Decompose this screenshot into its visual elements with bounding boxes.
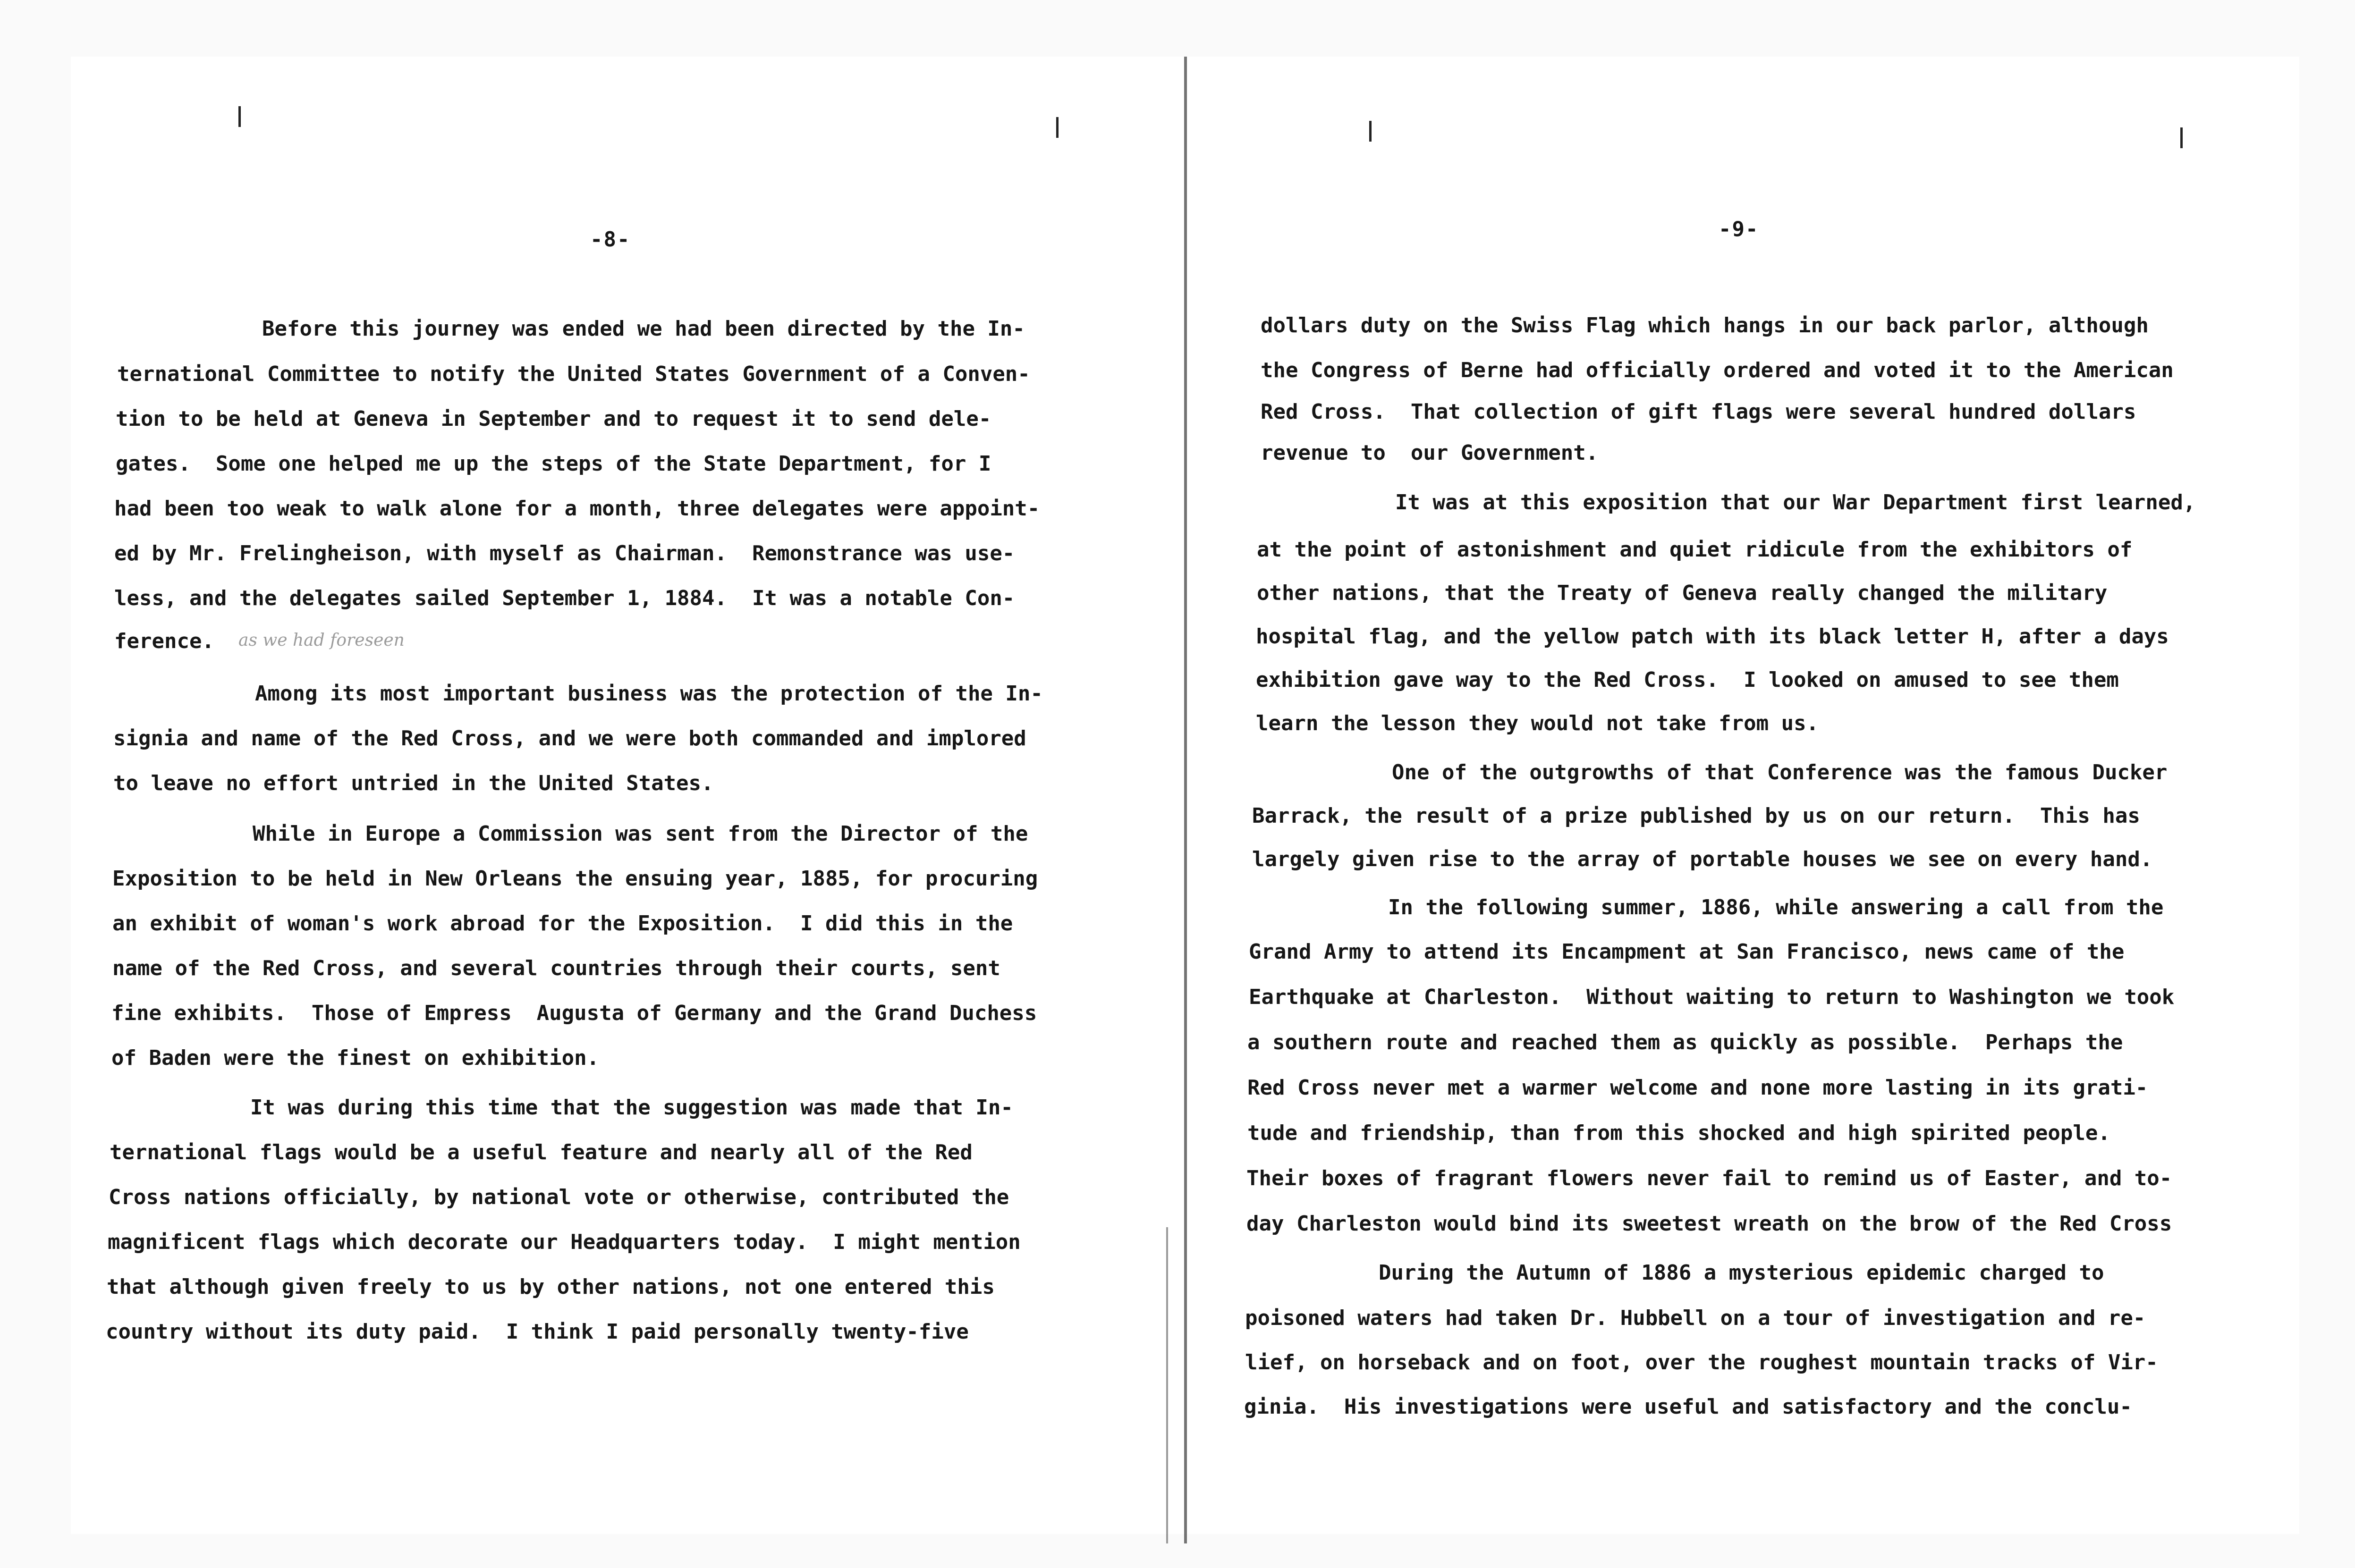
text-line: One of the outgrowths of that Conference was the famous Ducker [1392,760,2168,784]
text-line: Red Cross never met a warmer welcome and none more lasting in its grati- [1247,1076,2148,1100]
text-line: learn the lesson they would not take from us. [1256,711,1819,735]
text-line: less, and the delegates sailed September 1, 1884. It was a notable Con- [114,586,1015,610]
text-line: exhibition gave way to the Red Cross. I looked on amused to see them [1256,668,2119,692]
text-line: Their boxes of fragrant flowers never fail to remind us of Easter, and to- [1246,1166,2172,1190]
text-line: revenue to our Government. [1261,441,1599,465]
text-line: signia and name of the Red Cross, and we were both commanded and implored [113,726,1026,750]
text-line: had been too weak to walk alone for a month, three delegates were appoint- [114,497,1040,521]
text-line: It was at this exposition that our War Department first learned, [1395,490,2196,514]
text-line: other nations, that the Treaty of Geneva really changed the military [1257,581,2108,605]
text-line: ternational Committee to notify the United States Government of a Conven- [117,362,1030,386]
text-line: name of the Red Cross, and several countries through their courts, sent [112,956,1000,980]
text-line: ference. [114,629,214,653]
text-line: of Baden were the finest on exhibition. [111,1046,600,1070]
text-line: Cross nations officially, by national vote or otherwise, contributed the [109,1185,1009,1209]
text-line: hospital flag, and the yellow patch with its black letter H, after a days [1256,624,2169,649]
text-line: gates. Some one helped me up the steps of the State Department, for I [116,452,991,476]
text-line: It was during this time that the suggestion was made that In- [250,1096,1013,1120]
text-line: Barrack, the result of a prize published by us on our return. This has [1252,804,2140,828]
text-line: at the point of astonishment and quiet ridicule from the exhibitors of [1257,538,2133,562]
registration-mark [2180,127,2183,148]
text-line: ternational flags would be a useful feature and nearly all of the Red [110,1140,973,1164]
text-line: lief, on horseback and on foot, over the roughest mountain tracks of Vir- [1245,1350,2158,1374]
text-line: to leave no effort untried in the United States. [113,771,714,795]
text-line: tude and friendship, than from this shocked and high spirited people. [1247,1121,2110,1145]
registration-mark [1369,121,1372,142]
text-line: poisoned waters had taken Dr. Hubbell on a tour of investigation and re- [1245,1306,2146,1330]
registration-mark [238,106,241,127]
text-line: day Charleston would bind its sweetest wreath on the brow of the Red Cross [1246,1212,2172,1236]
text-line: Grand Army to attend its Encampment at San Francisco, news came of the [1249,940,2125,964]
text-line: ginia. His investigations were useful and satisfactory and the conclu- [1244,1395,2132,1419]
text-line: dollars duty on the Swiss Flag which hangs in our back parlor, although [1261,313,2149,337]
page-number: -9- [1719,217,1759,241]
text-line: largely given rise to the array of portable houses we see on every hand. [1252,847,2153,871]
text-line: tion to be held at Geneva in September and to request it to send dele- [116,407,991,431]
text-line: Exposition to be held in New Orleans the ensuing year, 1885, for procuring [112,867,1038,891]
text-line: country without its duty paid. I think I paid personally twenty-five [106,1320,969,1344]
text-line: While in Europe a Commission was sent from the Director of the [253,822,1028,846]
text-line: an exhibit of woman's work abroad for the Exposition. I did this in the [112,911,1013,936]
text-line: Among its most important business was the protection of the In- [255,682,1043,706]
text-line: Earthquake at Charleston. Without waiting to return to Washington we took [1249,985,2175,1009]
left-page [71,57,1166,1534]
text-line: fine exhibits. Those of Empress Augusta of Germany and the Grand Duchess [111,1001,1037,1025]
text-line: Before this journey was ended we had been directed by the In- [262,317,1025,341]
text-line: a southern route and reached them as quickly as possible. Perhaps the [1247,1030,2123,1054]
text-line: During the Autumn of 1886 a mysterious epidemic charged to [1379,1261,2104,1285]
text-line: Red Cross. That collection of gift flags were several hundred dollars [1261,400,2136,424]
page-edge [1166,1227,1168,1543]
text-line: magnificent flags which decorate our Headquarters today. I might mention [108,1230,1021,1254]
handwritten-annotation: as we had foreseen [238,631,405,650]
text-line: that although given freely to us by other nations, not one entered this [107,1275,995,1299]
registration-mark [1056,117,1059,138]
page-number: -8- [590,228,631,252]
text-line: ed by Mr. Frelingheison, with myself as Chairman. Remonstrance was use- [114,541,1015,565]
page-gutter [1184,57,1187,1543]
text-line: In the following summer, 1886, while answering a call from the [1388,895,2164,919]
text-line: the Congress of Berne had officially ordered and voted it to the American [1261,358,2174,382]
